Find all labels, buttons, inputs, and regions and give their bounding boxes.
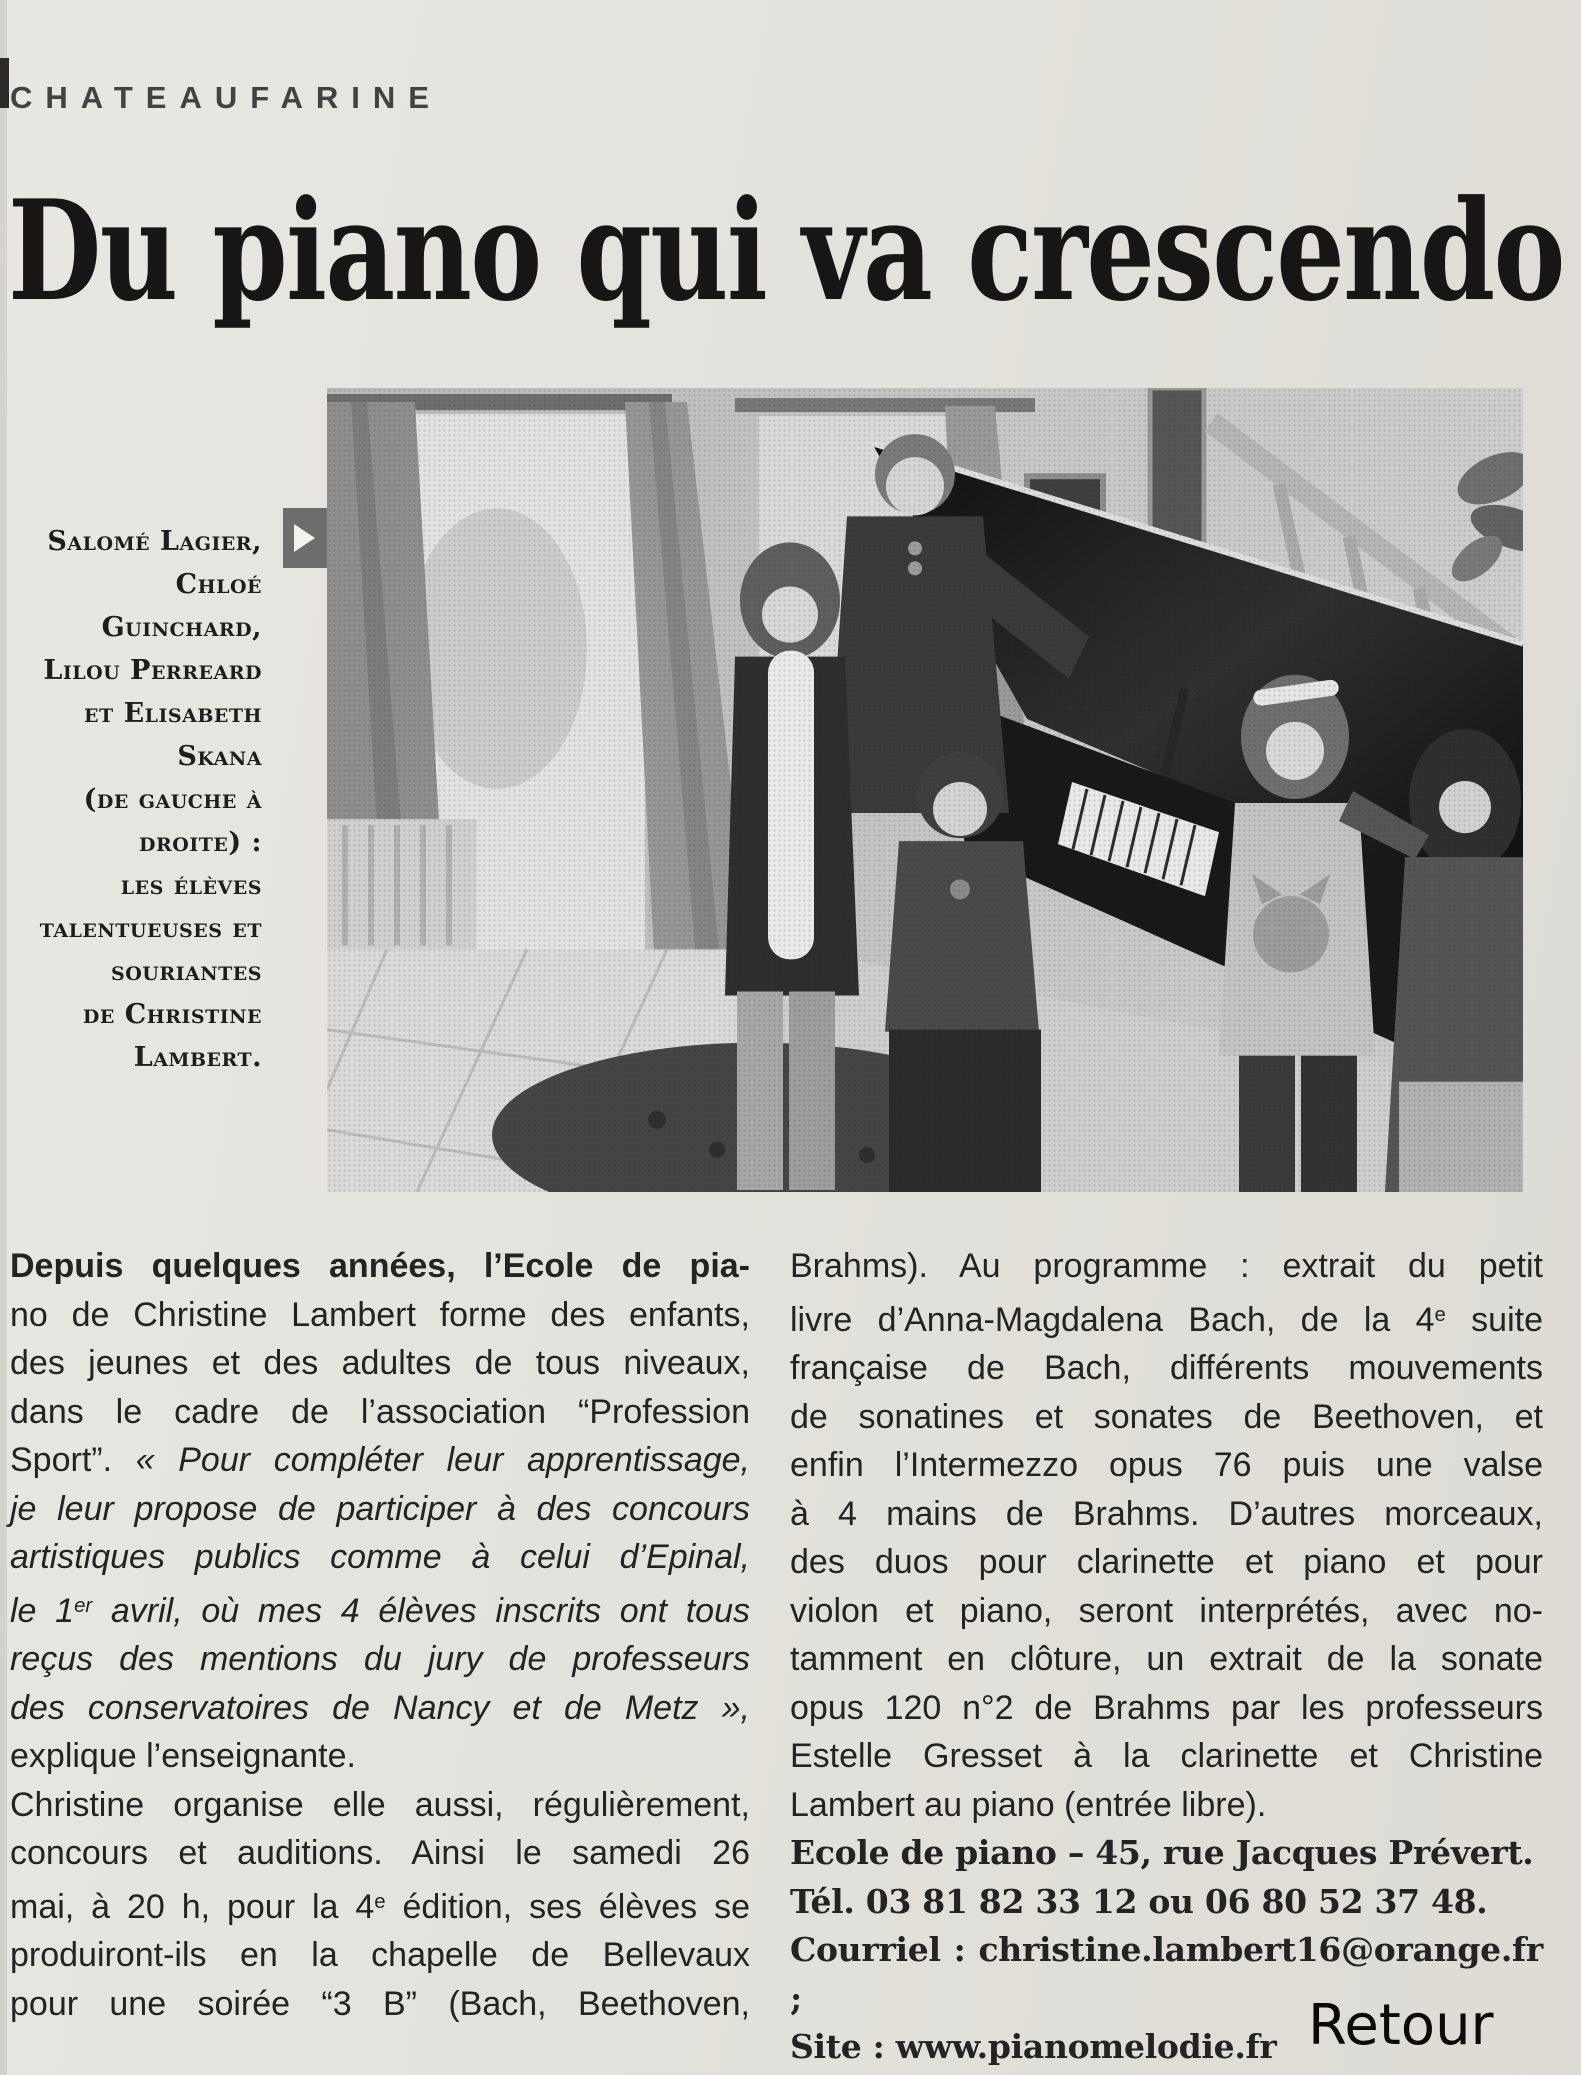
caption-line: Skana (177, 741, 262, 772)
student-cardigan (885, 841, 1039, 1031)
student-face (933, 782, 987, 836)
text-line: produiront-ils en la chapelle de Bellevaux (10, 1936, 750, 1975)
article-column-right (790, 1242, 1543, 2072)
text-line: des duos pour clarinette et piano et pour (790, 1543, 1543, 1582)
caption-line: droite) : (139, 827, 262, 858)
text-line: mai, à 20 h, pour la 4e édition, ses élèves se (10, 1887, 750, 1926)
student-jeans (1301, 1056, 1357, 1192)
student-face (1439, 781, 1491, 833)
text-line: de sonatines et sonates de Beethoven, et (790, 1397, 1543, 1436)
student-face (762, 586, 818, 642)
student-jeans (1239, 1056, 1295, 1192)
caption-line: Chloé Guinchard, (101, 569, 262, 643)
text-line: Ecole de piano – 45, rue Jacques Prévert. (790, 1833, 1534, 1873)
text-line: explique l’enseignante. (10, 1737, 356, 1776)
text-line: dans le cadre de l’association “Profession (10, 1392, 750, 1431)
arrow-right-icon (294, 524, 315, 552)
photo-illustration (327, 388, 1523, 1192)
teacher-face (886, 457, 944, 515)
caption-line: (de gauche à (83, 784, 262, 815)
radiator (327, 819, 477, 951)
article-title: Du piano qui va crescendo (8, 169, 1564, 332)
caption-line: Lambert. (133, 1042, 262, 1073)
text-line: reçus des mentions du jury de professeurs (10, 1640, 750, 1679)
text-line: des jeunes et des adultes de tous niveaux, (10, 1344, 750, 1382)
text-line: française de Bach, différents mouvements (790, 1349, 1543, 1388)
caption-line: souriantes (111, 956, 262, 987)
student-jeans (1399, 1082, 1523, 1192)
text-line: Sport”. « Pour compléter leur apprentissage, (10, 1441, 751, 1479)
text-line: Brahms). Au programme : extrait du petit (790, 1247, 1543, 1285)
photo-caption (16, 520, 262, 1079)
white-scarf (768, 651, 814, 960)
text-line: Lambert au piano (entrée libre). (790, 1785, 1267, 1824)
text-line: Site : www.pianomelodie.fr (790, 2027, 1277, 2067)
brooch (950, 879, 970, 899)
text-line: Christine organise elle aussi, régulièrement, (10, 1785, 750, 1824)
caption-line: de Christine (82, 999, 262, 1030)
text-line: Depuis quelques années, l’Ecole de pia- (10, 1247, 750, 1285)
text-line: artistiques publics comme à celui d’Epinal, (10, 1538, 750, 1576)
section-kicker: CHATEAUFARINE (10, 80, 442, 115)
caption-line: talentueuses et (39, 913, 262, 944)
article-photo (327, 388, 1523, 1192)
scan-artifact-mark (0, 58, 9, 108)
text-line: enfin l’Intermezzo opus 76 puis une valse (790, 1446, 1543, 1485)
text-line: Courriel : christine.lambert16@orange.fr ; (790, 1930, 1543, 2018)
text-line: je leur propose de participer à des concours (10, 1489, 750, 1528)
caption-line: et Elisabeth (84, 698, 262, 729)
text-line: pour une soirée “3 B” (Bach, Beethoven, (10, 1984, 750, 2023)
student-jeans (789, 992, 835, 1190)
text-line: no de Christine Lambert forme des enfants, (10, 1295, 750, 1334)
caption-line: Lilou Perreard (43, 655, 262, 686)
text-line: des conservatoires de Nancy et de Metz », (10, 1688, 750, 1727)
student-legs (889, 1030, 1041, 1192)
text-line: livre d’Anna-Magdalena Bach, de la 4e suite (790, 1300, 1543, 1339)
text-line: le 1er avril, où mes 4 élèves inscrits ont tous (10, 1591, 750, 1630)
text-line: tamment en clôture, un extrait de la sonate (790, 1640, 1543, 1679)
caption-line: les élèves (120, 870, 262, 901)
student-jeans (737, 992, 783, 1190)
back-link[interactable]: Retour (1308, 1993, 1494, 2058)
scan-edge-shadow (0, 0, 7, 2075)
text-line: concours et auditions. Ainsi le samedi 26 (10, 1834, 750, 1873)
text-line: opus 120 n°2 de Brahms par les professeurs (790, 1688, 1543, 1727)
text-line: à 4 mains de Brahms. D’autres morceaux, (790, 1494, 1543, 1533)
article-column-left (10, 1242, 750, 2028)
student-face (1266, 722, 1324, 780)
caption-marker (283, 508, 328, 568)
text-line: Tél. 03 81 82 33 12 ou 06 80 52 37 48. (790, 1881, 1488, 1921)
text-line: violon et piano, seront interprétés, avec no- (790, 1591, 1543, 1630)
caption-line: Salomé Lagier, (47, 526, 262, 557)
text-line: Estelle Gresset à la clarinette et Christine (790, 1737, 1543, 1776)
